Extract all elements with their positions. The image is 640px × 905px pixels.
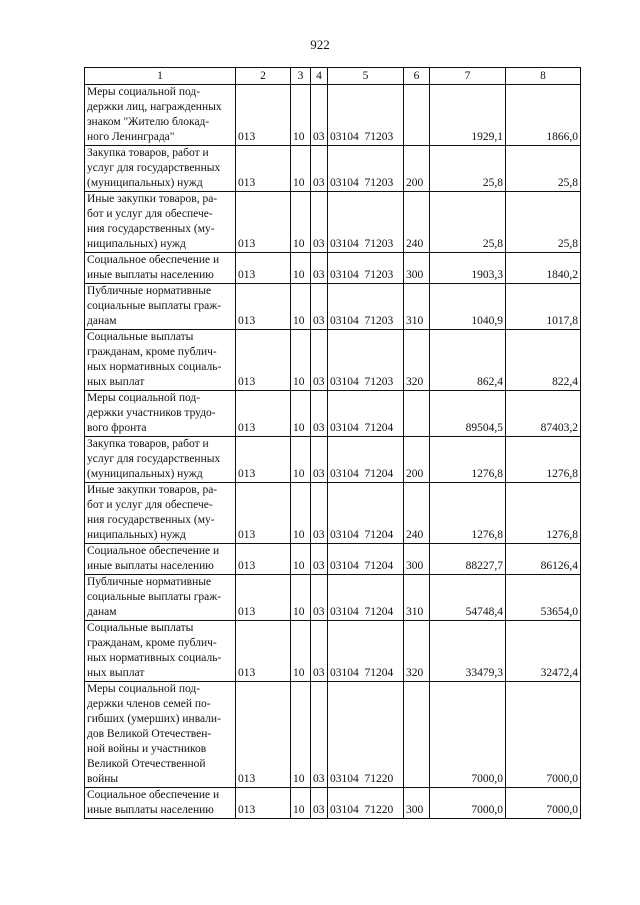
column-header: 2: [236, 68, 291, 85]
expense-type-code-cell: 300: [404, 788, 430, 819]
row-name-cell: Публичные нормативные социальные выплаты граж- данам: [85, 575, 236, 621]
expense-type-code-cell: 200: [404, 146, 430, 192]
org-code-cell: 013: [236, 391, 291, 437]
expense-type-code-cell: 310: [404, 575, 430, 621]
amount-year2-cell: 1017,8: [506, 284, 581, 330]
org-code-cell: 013: [236, 544, 291, 575]
amount-year2-cell: 7000,0: [506, 788, 581, 819]
row-name-cell: Меры социальной под- держки лиц, награжденных знаком "Жителю блокад- ного Ленинграда": [85, 85, 236, 146]
amount-year2-cell: 1840,2: [506, 253, 581, 284]
row-name-cell: Социальное обеспечение и иные выплаты населению: [85, 544, 236, 575]
table-row: [85, 788, 581, 819]
section-code-cell: 10: [291, 544, 311, 575]
expense-type-code-cell: [404, 85, 430, 146]
table-row: [85, 682, 581, 788]
amount-year2-cell: 32472,4: [506, 621, 581, 682]
section-code-cell: 10: [291, 682, 311, 788]
target-article-code-cell: 03104 71220: [328, 682, 404, 788]
amount-year1-cell: 89504,5: [430, 391, 506, 437]
amount-year1-cell: 25,8: [430, 192, 506, 253]
subsection-code-cell: 03: [311, 788, 328, 819]
subsection-code-cell: 03: [311, 284, 328, 330]
section-code-cell: 10: [291, 253, 311, 284]
org-code-cell: 013: [236, 437, 291, 483]
row-name-cell: Закупка товаров, работ и услуг для государственных (муниципальных) нужд: [85, 146, 236, 192]
section-code-cell: 10: [291, 788, 311, 819]
row-name-cell: Социальные выплаты гражданам, кроме публич- ных нормативных социаль- ных выплат: [85, 621, 236, 682]
section-code-cell: 10: [291, 483, 311, 544]
org-code-cell: 013: [236, 483, 291, 544]
table-header-row: [85, 68, 581, 85]
amount-year1-cell: 88227,7: [430, 544, 506, 575]
budget-table: [84, 67, 581, 819]
amount-year1-cell: 54748,4: [430, 575, 506, 621]
subsection-code-cell: 03: [311, 437, 328, 483]
target-article-code-cell: 03104 71204: [328, 391, 404, 437]
subsection-code-cell: 03: [311, 192, 328, 253]
org-code-cell: 013: [236, 146, 291, 192]
subsection-code-cell: 03: [311, 682, 328, 788]
org-code-cell: 013: [236, 284, 291, 330]
subsection-code-cell: 03: [311, 253, 328, 284]
org-code-cell: 013: [236, 682, 291, 788]
expense-type-code-cell: 240: [404, 483, 430, 544]
table-row: [85, 192, 581, 253]
target-article-code-cell: 03104 71203: [328, 85, 404, 146]
amount-year2-cell: 86126,4: [506, 544, 581, 575]
section-code-cell: 10: [291, 575, 311, 621]
table-row: [85, 437, 581, 483]
target-article-code-cell: 03104 71203: [328, 253, 404, 284]
table-row: [85, 253, 581, 284]
column-header: 6: [404, 68, 430, 85]
amount-year2-cell: 7000,0: [506, 682, 581, 788]
amount-year2-cell: 1276,8: [506, 437, 581, 483]
amount-year1-cell: 1276,8: [430, 483, 506, 544]
amount-year1-cell: 7000,0: [430, 682, 506, 788]
target-article-code-cell: 03104 71220: [328, 788, 404, 819]
target-article-code-cell: 03104 71204: [328, 437, 404, 483]
expense-type-code-cell: 300: [404, 544, 430, 575]
subsection-code-cell: 03: [311, 621, 328, 682]
amount-year1-cell: 7000,0: [430, 788, 506, 819]
section-code-cell: 10: [291, 437, 311, 483]
row-name-cell: Меры социальной под- держки участников трудо- вого фронта: [85, 391, 236, 437]
column-header: 1: [85, 68, 236, 85]
column-header: 5: [328, 68, 404, 85]
target-article-code-cell: 03104 71204: [328, 544, 404, 575]
amount-year1-cell: 33479,3: [430, 621, 506, 682]
expense-type-code-cell: 300: [404, 253, 430, 284]
org-code-cell: 013: [236, 192, 291, 253]
subsection-code-cell: 03: [311, 391, 328, 437]
table-row: [85, 146, 581, 192]
row-name-cell: Иные закупки товаров, ра- бот и услуг для обеспече- ния государственных (му- ниципальных) нужд: [85, 483, 236, 544]
row-name-cell: Публичные нормативные социальные выплаты граж- данам: [85, 284, 236, 330]
expense-type-code-cell: 240: [404, 192, 430, 253]
org-code-cell: 013: [236, 788, 291, 819]
amount-year1-cell: 1929,1: [430, 85, 506, 146]
target-article-code-cell: 03104 71204: [328, 575, 404, 621]
expense-type-code-cell: [404, 391, 430, 437]
table-row: [85, 544, 581, 575]
amount-year2-cell: 822,4: [506, 330, 581, 391]
subsection-code-cell: 03: [311, 330, 328, 391]
amount-year1-cell: 25,8: [430, 146, 506, 192]
amount-year2-cell: 25,8: [506, 192, 581, 253]
row-name-cell: Социальные выплаты гражданам, кроме публич- ных нормативных социаль- ных выплат: [85, 330, 236, 391]
amount-year2-cell: 1276,8: [506, 483, 581, 544]
amount-year1-cell: 1903,3: [430, 253, 506, 284]
target-article-code-cell: 03104 71204: [328, 483, 404, 544]
column-header: 4: [311, 68, 328, 85]
org-code-cell: 013: [236, 575, 291, 621]
target-article-code-cell: 03104 71203: [328, 284, 404, 330]
org-code-cell: 013: [236, 85, 291, 146]
target-article-code-cell: 03104 71203: [328, 330, 404, 391]
amount-year1-cell: 1040,9: [430, 284, 506, 330]
table-row: [85, 391, 581, 437]
expense-type-code-cell: 320: [404, 621, 430, 682]
expense-type-code-cell: 310: [404, 284, 430, 330]
table-row: [85, 575, 581, 621]
column-header: 3: [291, 68, 311, 85]
org-code-cell: 013: [236, 253, 291, 284]
table-row: [85, 330, 581, 391]
amount-year2-cell: 87403,2: [506, 391, 581, 437]
amount-year2-cell: 53654,0: [506, 575, 581, 621]
org-code-cell: 013: [236, 621, 291, 682]
row-name-cell: Социальное обеспечение и иные выплаты населению: [85, 253, 236, 284]
row-name-cell: Закупка товаров, работ и услуг для государственных (муниципальных) нужд: [85, 437, 236, 483]
subsection-code-cell: 03: [311, 146, 328, 192]
target-article-code-cell: 03104 71203: [328, 192, 404, 253]
subsection-code-cell: 03: [311, 85, 328, 146]
section-code-cell: 10: [291, 621, 311, 682]
expense-type-code-cell: 200: [404, 437, 430, 483]
section-code-cell: 10: [291, 85, 311, 146]
page-number: 922: [310, 37, 330, 52]
subsection-code-cell: 03: [311, 544, 328, 575]
section-code-cell: 10: [291, 391, 311, 437]
subsection-code-cell: 03: [311, 483, 328, 544]
amount-year1-cell: 862,4: [430, 330, 506, 391]
amount-year1-cell: 1276,8: [430, 437, 506, 483]
row-name-cell: Иные закупки товаров, ра- бот и услуг для обеспече- ния государственных (му- ниципальных) нужд: [85, 192, 236, 253]
row-name-cell: Социальное обеспечение и иные выплаты населению: [85, 788, 236, 819]
target-article-code-cell: 03104 71203: [328, 146, 404, 192]
section-code-cell: 10: [291, 284, 311, 330]
section-code-cell: 10: [291, 192, 311, 253]
org-code-cell: 013: [236, 330, 291, 391]
subsection-code-cell: 03: [311, 575, 328, 621]
expense-type-code-cell: 320: [404, 330, 430, 391]
row-name-cell: Меры социальной под- держки членов семей по- гибших (умерших) инвали- дов Великой Отечествен- ной войны и участников Великой Отечественной войны: [85, 682, 236, 788]
expense-type-code-cell: [404, 682, 430, 788]
table-row: [85, 85, 581, 146]
column-header: 7: [430, 68, 506, 85]
amount-year2-cell: 25,8: [506, 146, 581, 192]
section-code-cell: 10: [291, 146, 311, 192]
amount-year2-cell: 1866,0: [506, 85, 581, 146]
section-code-cell: 10: [291, 330, 311, 391]
column-header: 8: [506, 68, 581, 85]
table-row: [85, 621, 581, 682]
table-row: [85, 483, 581, 544]
table-row: [85, 284, 581, 330]
target-article-code-cell: 03104 71204: [328, 621, 404, 682]
